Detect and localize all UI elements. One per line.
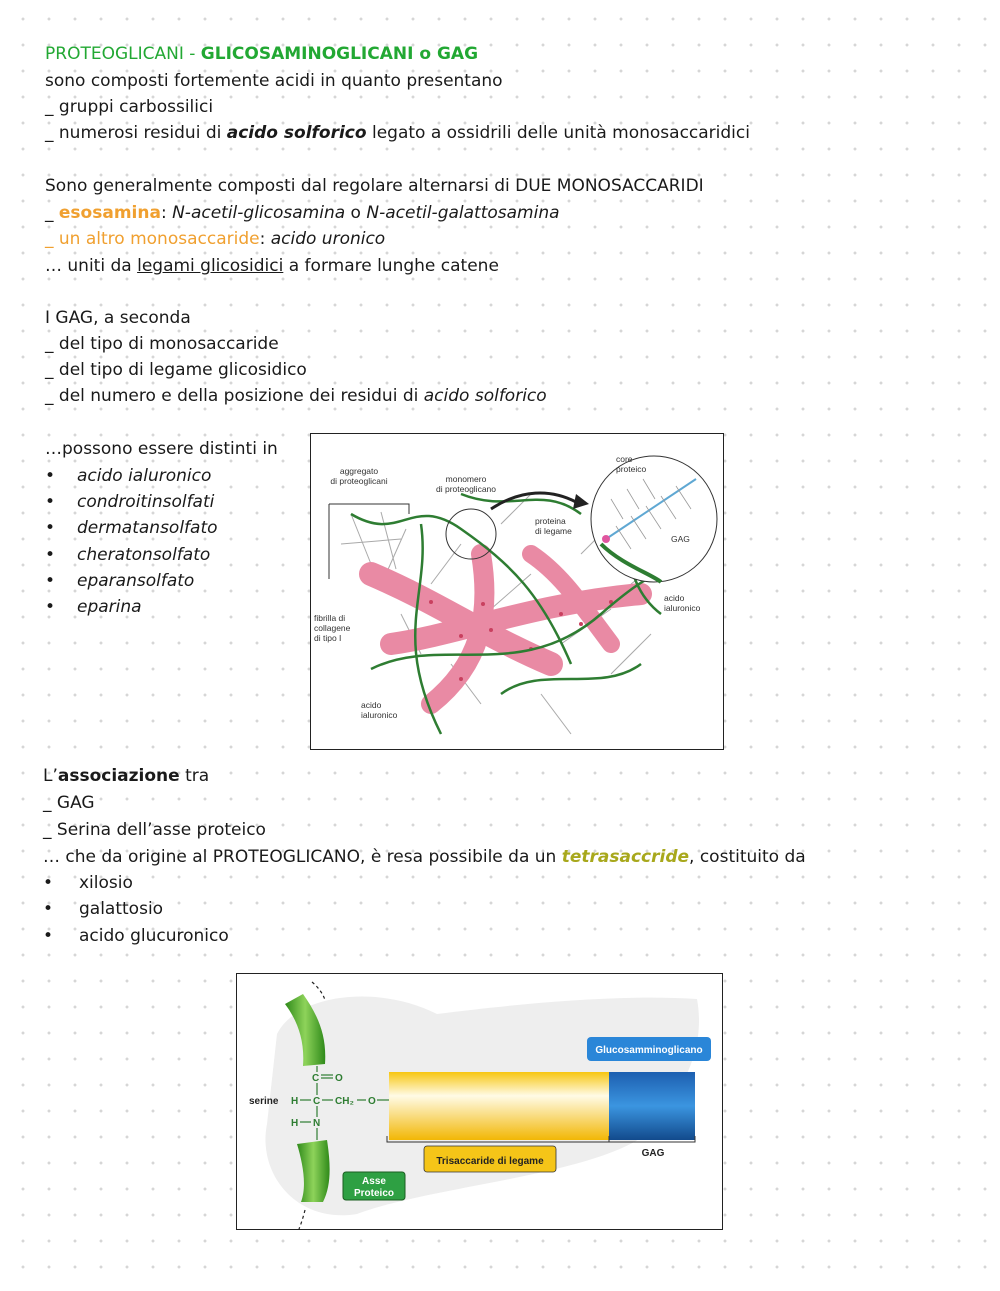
label-aggregato-1: aggregato [339,466,379,476]
label-monomero-2: di proteoglicano [435,484,497,494]
list-item: • dermatansolfato [45,518,218,538]
linkage-diagram [237,974,722,1229]
type-label: eparansolfato [77,571,195,591]
title-bold: GLICOSAMINOGLICANI o GAG [200,44,479,64]
section3-intro: I GAG, a seconda [45,308,191,328]
label-fibrilla-1: fibrilla di [314,613,346,623]
line3-c: a formare lunghe catene [283,256,499,276]
type-label: eparina [77,597,142,617]
label-gag: GAG [671,534,690,544]
atom-o-top: O [335,1073,343,1084]
type-label: acido ialuronico [77,466,212,486]
item2-text-a: _ numerosi residui di [45,123,227,143]
line2-colon: : [259,229,271,249]
label-fibrilla-3: di tipo I [314,633,342,643]
title-prefix: PROTEOGLICANI - [45,44,201,64]
label-aggregato-2: di proteoglicani [330,476,388,486]
component-label: xilosio [79,873,133,893]
list-item: • eparina [45,597,142,617]
label-acido-right-2: ialuronico [664,603,701,613]
type-label: cheratonsolfato [77,545,211,565]
line4-c: , costituito da [689,847,806,867]
atom-h-1: H [291,1096,299,1107]
section4-item2: _ Serina dell’asse proteico [43,820,266,840]
label-fibrilla-2: collagene [314,623,351,633]
section-title [45,44,478,64]
proteoglycan-illustration [311,434,723,749]
section2-line1 [45,203,560,223]
atom-c-mid: C [313,1096,321,1107]
list-item: • xilosio [43,873,133,893]
linkage-diagram-figure [236,973,723,1230]
section2-intro: Sono generalmente composti dal regolare alternarsi di DUE MONOSACCARIDI [45,176,704,196]
label-acido-bottom-1: acido [361,700,382,710]
item3-a: _ del numero e della posizione dei residui di [45,386,424,406]
component-label: galattosio [79,899,164,919]
list-item: • condroitinsolfati [45,492,215,512]
section3-item1: _ del tipo di monosaccaride [45,334,279,354]
line2-monosaccaride: un altro monosaccaride [58,229,260,249]
line2-uronico: acido uronico [270,229,386,249]
line1-a: L’ [43,766,58,786]
list-item: • cheratonsolfato [45,545,211,565]
atom-o-mid: O [368,1096,376,1107]
label-core-2: proteico [616,464,647,474]
line1-or: o [345,203,367,223]
tetrasaccride: tetrasaccride [561,847,690,867]
list-item: • galattosio [43,899,164,919]
list-item: • acido ialuronico [45,466,212,486]
line3-legami: legami glicosidici [137,256,284,276]
item2-acid: acido solforico [226,123,367,143]
trisaccharide-bar [389,1072,609,1140]
section4-item1: _ GAG [43,793,95,813]
asse-label-1: Asse [362,1176,386,1187]
atom-h-2: H [291,1118,299,1129]
line1-c: tra [179,766,210,786]
atom-ch2: CH₂ [335,1096,354,1107]
section3-item3 [45,386,547,406]
line1-glicosamina: N-acetil-glicosamina [172,203,346,223]
gag-name-label: Glucosamminoglicano [595,1045,703,1056]
gag-label: GAG [641,1148,665,1159]
section4-line4 [43,847,806,867]
line1-prefix: _ [45,203,59,223]
line2-prefix: _ [45,229,59,249]
label-core-1: core [616,454,633,464]
item3-acid: acido solforico [423,386,547,406]
line1-galattosamina: N-acetil-galattosamina [366,203,560,223]
label-proteina-1: proteina [535,516,566,526]
item2-text-c: legato a ossidrili delle unità monosaccaridici [366,123,750,143]
type-label: condroitinsolfati [77,492,215,512]
line4-a: … che da origine al PROTEOGLICANO, è resa possibile da un [43,847,562,867]
asse-label-2: Proteico [353,1188,395,1199]
section4-line1 [43,766,209,786]
section2-line2 [45,229,385,249]
label-acido-bottom-2: ialuronico [361,710,398,720]
section1-item1: _ gruppi carbossilici [45,97,214,117]
label-monomero-1: monomero [445,474,487,484]
types-intro: …possono essere distinti in [45,439,278,459]
gag-bar [609,1072,695,1140]
serine-label: serine [249,1096,279,1107]
label-acido-right-1: acido [664,593,685,603]
line1-colon: : [160,203,173,223]
atom-n: N [313,1118,321,1129]
list-item: • eparansolfato [45,571,195,591]
line3-a: … uniti da [45,256,138,276]
list-item: • acido glucuronico [43,926,229,946]
section1-item2 [45,123,750,143]
label-proteina-2: di legame [535,526,572,536]
section3-item2: _ del tipo di legame glicosidico [45,360,307,380]
associazione: associazione [57,766,180,786]
type-label: dermatansolfato [77,518,218,538]
proteoglycan-aggregate-figure [310,433,724,750]
section1-intro: sono composti fortemente acidi in quanto presentano [45,71,503,91]
atom-c-top: C [312,1073,320,1084]
esosamina: esosamina [58,203,161,223]
component-label: acido glucuronico [79,926,229,946]
section2-line3 [45,256,499,276]
trisaccharide-label: Trisaccaride di legame [436,1156,544,1167]
